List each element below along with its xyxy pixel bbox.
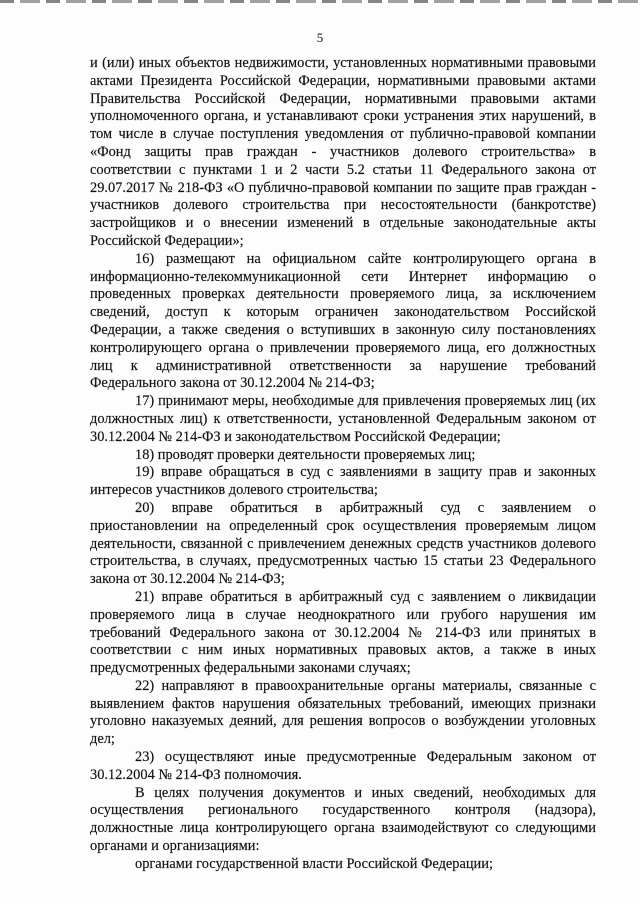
paragraph-item-22: 22) направляют в правоохранительные органы материалы, связанные с выявлением фактов нарушения обязательных требований, имеющих признаки уголовно наказуемых деяний, для решения вопросов о возбуждении уголовных дел; (90, 677, 596, 748)
paragraph-interaction-intro: В целях получения документов и иных сведений, необходимых для осуществления регионального государственного контроля (надзора), должностные лица контролирующего органа взаимодействуют со следующими органами и организациями: (90, 784, 596, 855)
paragraph-item-19: 19) вправе обращаться в суд с заявлениями в защиту прав и законных интересов участников долевого строительства; (90, 464, 596, 499)
paragraph-item-23: 23) осуществляют иные предусмотренные Федеральным законом от 30.12.2004 № 214-ФЗ полномочия. (90, 749, 596, 783)
paragraph-federal-bodies: органами государственной власти Российской Федерации; (135, 855, 493, 872)
paragraph-item-16: 16) размещают на официальном сайте контролирующего органа в информационно-телекоммуникационной сети Интернет информацию о проведенных проверках деятельности проверяемого лица, за исключением сведений, доступ к которым ограничен законодательством Российской Федерации, а также сведения о вступивших в законную силу постановлениях контролирующего органа о привлечении проверяемого лица, его должностных лиц к административной ответственности за нарушение требований Федерального закона от 30.12.2004 № 214-ФЗ; (90, 250, 596, 392)
paragraph-continuation: и (или) иных объектов недвижимости, установленных нормативными правовыми актами Президента Российской Федерации, нормативными правовыми актами Правительства Российской Федерации, нормативными правовыми актами уполномоченного органа, и устанавливают сроки устранения этих нарушений, в том числе в случае поступления уведомления от публично-правовой компании «Фонд защиты прав граждан - участников долевого строительства» в соответствии с пунктами 1 и 2 части 5.2 статьи 11 Федерального закона от 29.07.2017 № 218-ФЗ «О публично-правовой компании по защите прав граждан - участников долевого строительства при несостоятельности (банкротстве) застройщиков и о внесении изменений в отдельные законодательные акты Российской Федерации»; (90, 55, 596, 249)
paragraph-item-18: 18) проводят проверки деятельности проверяемых лиц; (135, 446, 476, 463)
document-body (90, 55, 596, 874)
page-number: 5 (316, 30, 324, 45)
scan-top-edge (0, 0, 640, 3)
paragraph-item-17: 17) принимают меры, необходимые для привлечения проверяемых лиц (их должностных лиц) к ответственности, установленной Федеральным законом от 30.12.2004 № 214-ФЗ и законодательством Российской Федерации; (90, 393, 596, 445)
paragraph-item-20: 20) вправе обратиться в арбитражный суд с заявлением о приостановлении на определенный срок осуществления проверяемым лицом деятельности, связанной с привлечением денежных средств участников долевого строительства, в случаях, предусмотренных частью 15 статьи 23 Федерального закона от 30.12.2004 № 214-ФЗ; (90, 499, 596, 588)
paragraph-item-21: 21) вправе обратиться в арбитражный суд с заявлением о ликвидации проверяемого лица в случае неоднократного или грубого нарушения им требований Федерального закона от 30.12.2004 № 214-ФЗ или принятых в соответствии с ним иных нормативных правовых актов, а также в иных предусмотренных федеральными законами случаях; (90, 588, 596, 677)
